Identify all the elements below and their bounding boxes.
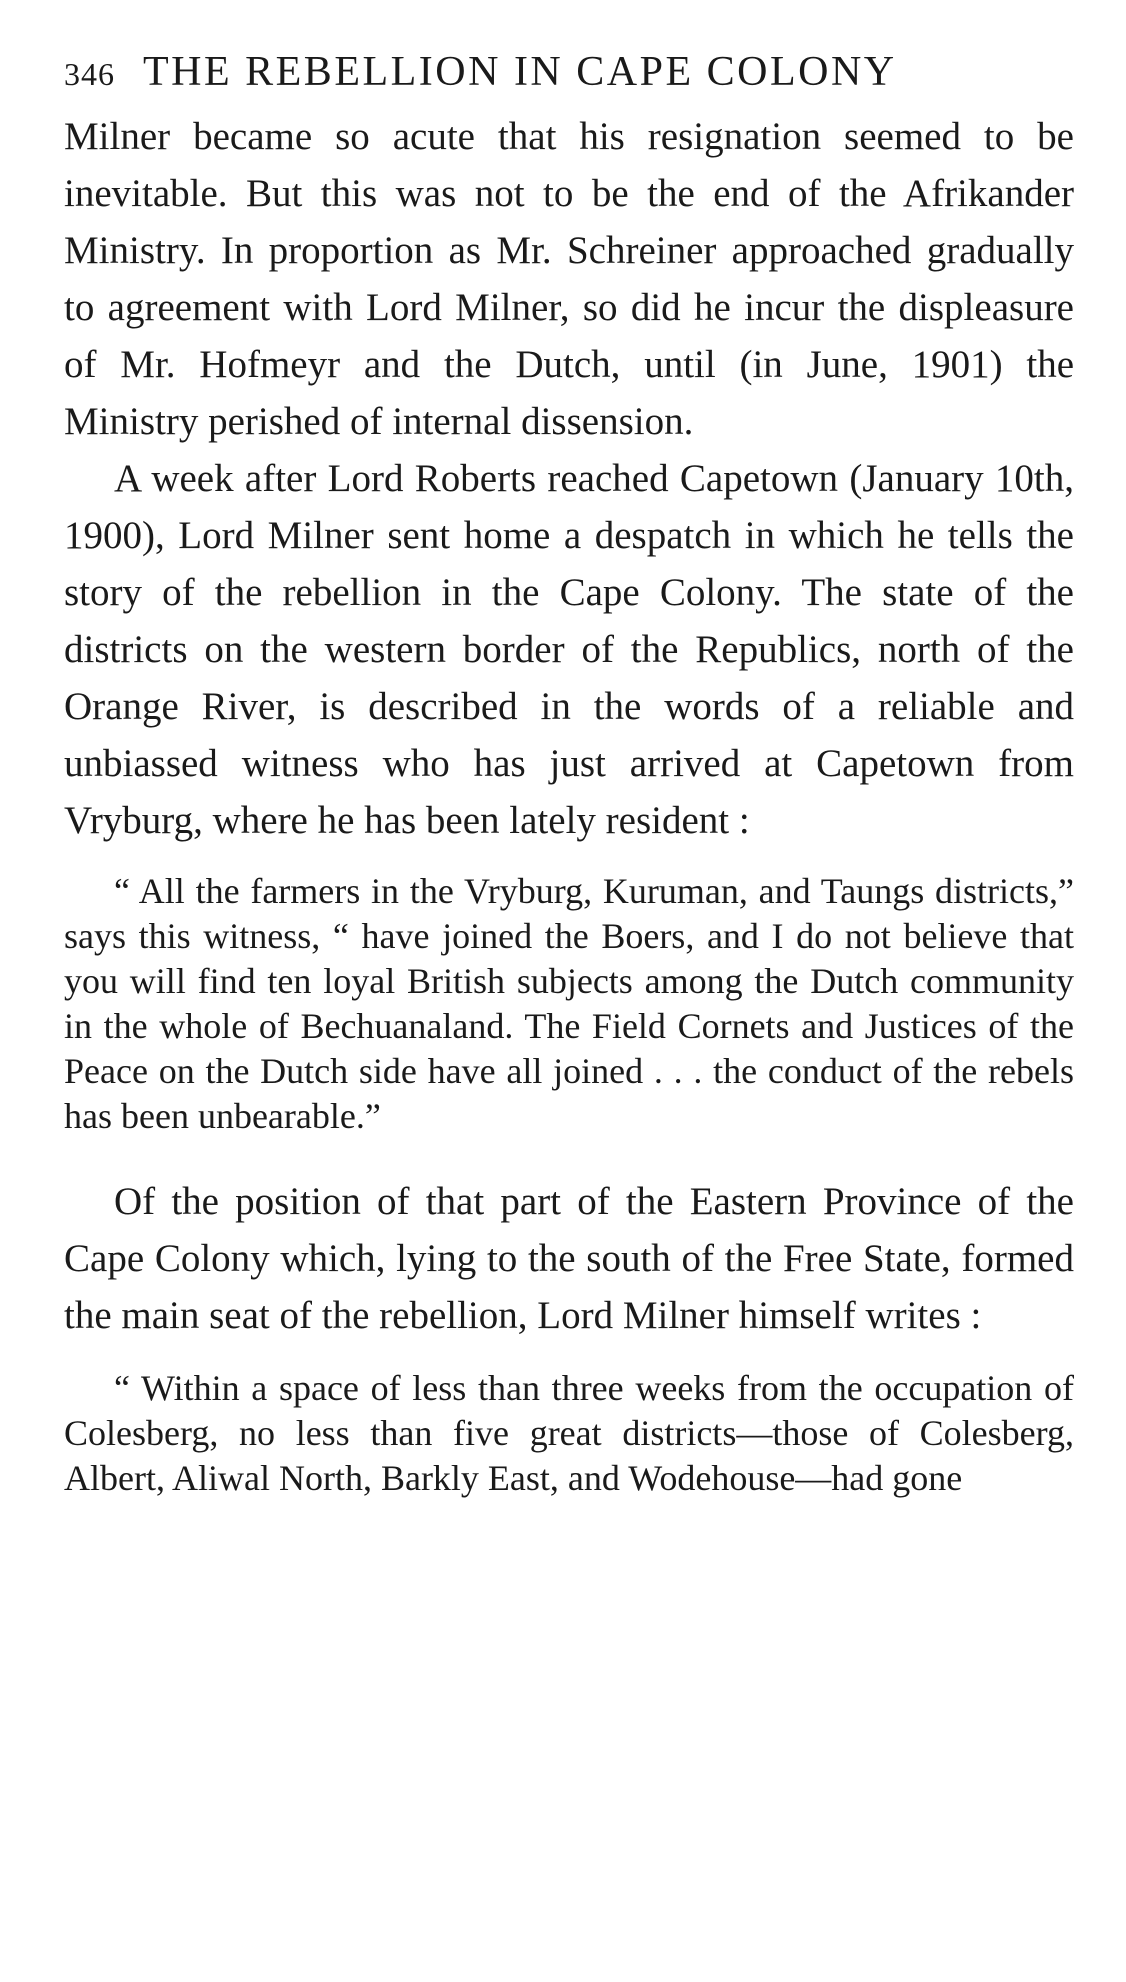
block-quote-1: “ All the farmers in the Vryburg, Kuruman, and Taungs districts,” says this witness, “ have joined the Boers, and I do not believe that you will find ten loyal British subjects among the Dutch community in the whole of Bechuanaland. The Field Cornets and Justices of the Peace on the Dutch side have all joined . . . the conduct of the rebels has been unbearable.”	[64, 871, 1074, 1136]
block-quote-2: “ Within a space of less than three weeks from the occupation of Colesberg, no less than five great districts—those of Colesberg, Albert, Aliwal North, Barkly East, and Wodehouse—had gone	[64, 1368, 1074, 1498]
running-header	[64, 40, 1074, 106]
running-title: THE REBELLION IN CAPE COLONY	[143, 49, 897, 95]
page-number: 346	[64, 56, 115, 92]
book-page	[64, 40, 1074, 1501]
body-paragraph-3: Of the position of that part of the Eastern Province of the Cape Colony which, lying to the south of the Free State, formed the main seat of the rebellion, Lord Milner himself writes :	[64, 1180, 1074, 1337]
body-paragraph-1: Milner became so acute that his resignation seemed to be inevitable. But this was not to be the end of the Afrikander Ministry. In proportion as Mr. Schreiner approached gradually to agreement with Lord Milner, so did he incur the displeasure of Mr. Hofmeyr and the Dutch, until (in June, 1901) the Ministry perished of internal dissension.	[64, 115, 1074, 443]
body-paragraph-2: A week after Lord Roberts reached Capetown (January 10th, 1900), Lord Milner sent home a despatch in which he tells the story of the rebellion in the Cape Colony. The state of the districts on the western border of the Republics, north of the Orange River, is described in the words of a reliable and unbiassed witness who has just arrived at Capetown from Vryburg, where he has been lately resident :	[64, 457, 1074, 842]
